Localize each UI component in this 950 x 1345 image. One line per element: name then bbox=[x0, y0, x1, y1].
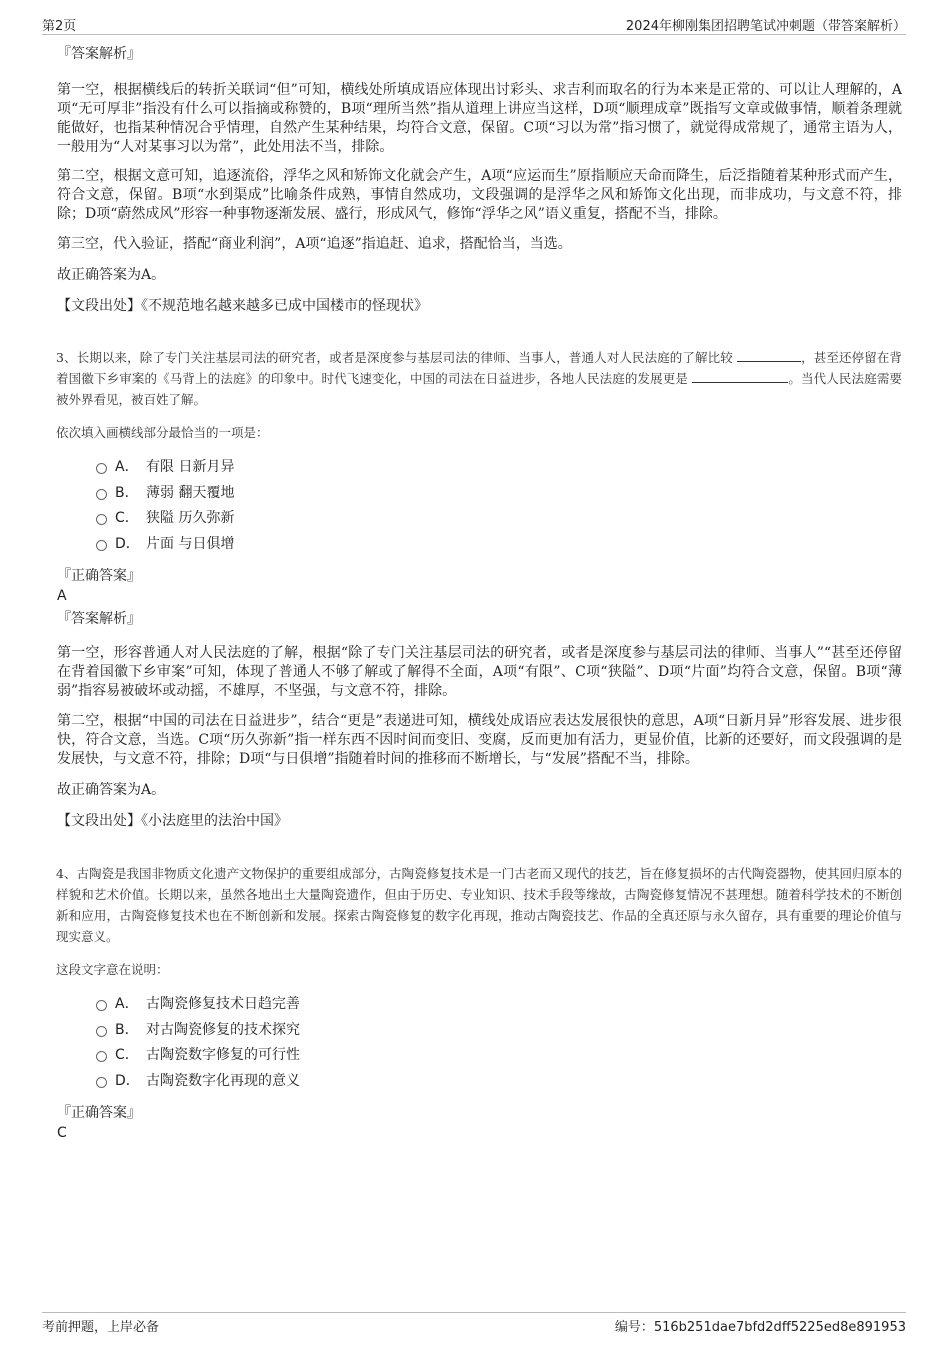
question-2-analysis bbox=[57, 44, 902, 317]
source-citation: 【文段出处】《小法庭里的法治中国》 bbox=[57, 812, 288, 829]
source-citation: 【文段出处】《不规范地名越来越多已成中国楼市的怪现状》 bbox=[57, 298, 428, 314]
correct-answer: A bbox=[57, 587, 67, 604]
analysis-paragraph: 第二空，根据文意可知，追逐流俗，浮华之风和矫饰文化就会产生，A项“应运而生”原指顺应天命而降生，后泛指随着某种形式而产生，符合文意，保留。B项“水到渠成”比喻条件成熟，事情自然成功，文段强调的是浮华之风和矫饰文化出现，而非成功，与文意不符，排除；D项“蔚然成风”形容一种事物逐渐发展、盛行，形成风气，修饰“浮华之风”语义重复，搭配不当，排除。 bbox=[57, 168, 902, 222]
radio-icon[interactable] bbox=[96, 489, 107, 500]
page-footer bbox=[42, 1312, 906, 1335]
correct-answer-label: 『正确答案』 bbox=[57, 1104, 141, 1121]
option-c[interactable]: C． 狭隘 历久弥新 bbox=[56, 506, 902, 532]
option-b[interactable]: B． 薄弱 翻天覆地 bbox=[56, 481, 902, 507]
footer-slogan: 考前押题，上岸必备 bbox=[42, 1320, 160, 1335]
option-d[interactable]: D． 片面 与日俱增 bbox=[56, 532, 902, 558]
option-d[interactable]: D． 古陶瓷数字化再现的意义 bbox=[56, 1069, 902, 1095]
option-list bbox=[56, 455, 902, 558]
page-number: 第2页 bbox=[42, 19, 77, 34]
radio-icon[interactable] bbox=[96, 463, 107, 474]
document-title: 2024年柳刚集团招聘笔试冲刺题（带答案解析） bbox=[625, 19, 906, 34]
conclusion: 故正确答案为A。 bbox=[57, 267, 166, 283]
analysis-label: 『答案解析』 bbox=[57, 46, 141, 62]
option-b[interactable]: B． 对古陶瓷修复的技术探究 bbox=[56, 1018, 902, 1044]
option-a[interactable]: A． 古陶瓷修复技术日趋完善 bbox=[56, 992, 902, 1018]
correct-answer-label: 『正确答案』 bbox=[57, 567, 141, 584]
question-3 bbox=[56, 347, 902, 832]
question-prompt: 依次填入画横线部分最恰当的一项是： bbox=[56, 425, 269, 440]
radio-icon[interactable] bbox=[96, 1077, 107, 1088]
option-c[interactable]: C． 古陶瓷数字修复的可行性 bbox=[56, 1043, 902, 1069]
question-4 bbox=[56, 863, 902, 1142]
analysis-paragraph: 第二空，根据“中国的司法在日益进步”，结合“更是”表递进可知，横线处成语应表达发展很快的意思，A项“日新月异”形容发展、进步很快，符合文意，当选。C项“历久弥新”指一样东西不因时间而变旧、变腐，反而更加有活力，更显价值，比新的还要好，而文段强调的是发展快，与文意不符，排除；D项“与日俱增”指随着时间的推移而不断增长，与“发展”搭配不当，排除。 bbox=[57, 712, 902, 767]
radio-icon[interactable] bbox=[96, 514, 107, 525]
conclusion: 故正确答案为A。 bbox=[57, 781, 166, 798]
answer-blank bbox=[737, 348, 801, 362]
answer-blank bbox=[692, 369, 788, 383]
option-list bbox=[56, 992, 902, 1095]
question-prompt: 这段文字意在说明： bbox=[56, 962, 169, 977]
radio-icon[interactable] bbox=[96, 1000, 107, 1011]
correct-answer: C bbox=[57, 1124, 67, 1141]
radio-icon[interactable] bbox=[96, 540, 107, 551]
question-stem: 4、古陶瓷是我国非物质文化遗产文物保护的重要组成部分，古陶瓷修复技术是一门古老而又现代的技艺，旨在修复损坏的古代陶瓷器物，使其回归原本的样貌和艺术价值。长期以来，虽然各地出土大量陶瓷遗作，但由于历史、专业知识、技术手段等缘故，古陶瓷修复情况不甚理想。随着科学技术的不断创新和应用，古陶瓷修复技术也在不断创新和发展。探索古陶瓷修复的数字化再现，推动古陶瓷技艺、作品的全真还原与永久留存，具有重要的理论价值与现实意义。 bbox=[56, 866, 902, 944]
radio-icon[interactable] bbox=[96, 1051, 107, 1062]
analysis-paragraph: 第三空，代入验证，搭配“商业利润”，A项“追逐”指追赶、追求，搭配恰当，当选。 bbox=[57, 236, 572, 252]
analysis-label: 『答案解析』 bbox=[57, 610, 141, 627]
radio-icon[interactable] bbox=[96, 1026, 107, 1037]
document-id: 编号：516b251dae7bfd2dff5225ed8e891953 bbox=[614, 1320, 906, 1335]
page-header bbox=[42, 14, 906, 35]
analysis-paragraph: 第一空，根据横线后的转折关联词“但”可知，横线处所填成语应体现出讨彩头、求吉利而取名的行为本来是正常的、可以让人理解的，A项“无可厚非”指没有什么可以指摘或称赞的，B项“理所当然”指从道理上讲应当这样，D项“顺理成章”既指写文章或做事情，顺着条理就能做好，也指某种情况合乎情理，自然产生某种结果，均符合文意，保留。C项“习以为常”指习惯了，就觉得成常规了，通常主语为人，一般用为“人对某事习以为常”，此处用法不当，排除。 bbox=[57, 82, 902, 155]
option-a[interactable]: A． 有限 日新月异 bbox=[56, 455, 902, 481]
analysis-paragraph: 第一空，形容普通人对人民法庭的了解，根据“除了专门关注基层司法的研究者，或者是深度参与基层司法的律师、当事人”“甚至还停留在背着国徽下乡审案”可知，体现了普通人不够了解或了解得不全面，A项“有限”、C项“狭隘”、D项“片面”均符合文意，保留。B项“薄弱”指容易被破坏或动摇，不雄厚，不坚强，与文意不符，排除。 bbox=[57, 644, 902, 699]
question-stem: 3、长期以来，除了专门关注基层司法的研究者，或者是深度参与基层司法的律师、当事人，普通人对人民法庭的了解比较 ，甚至还停留在背着国徽下乡审案的《马背上的法庭》的印象中。时代飞速变化，中国的司法在日益进步，各地人民法庭的发展更是 。当代人民法庭需要被外界看见，被百姓了解。 bbox=[56, 350, 902, 407]
